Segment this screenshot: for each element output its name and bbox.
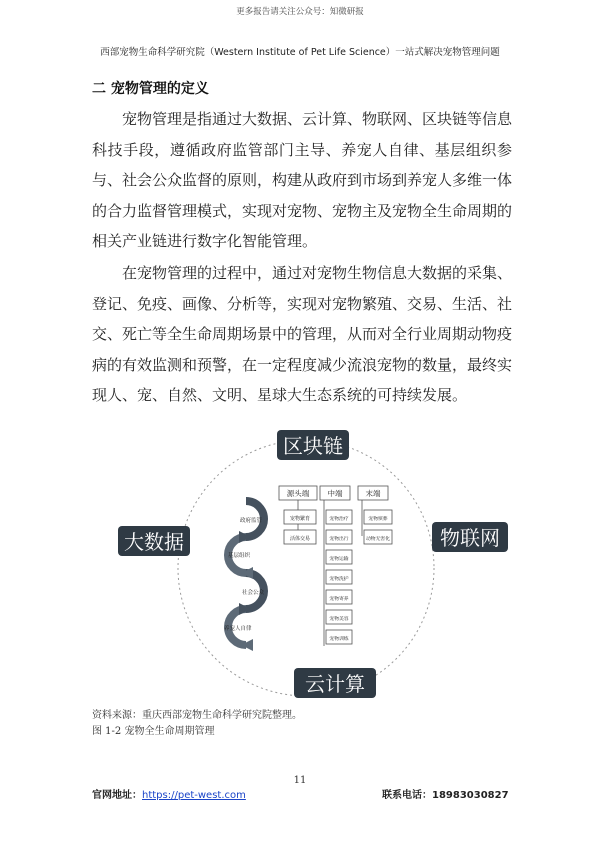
column-header-source: 源头端	[286, 489, 310, 498]
arrow-label-3: 社会公众	[242, 590, 265, 596]
website-label: 官网地址：	[92, 790, 142, 801]
website-link[interactable]: https://pet-west.com	[142, 790, 246, 801]
phone-number: 18983030827	[432, 790, 509, 801]
source-item-1: 宠物繁育	[289, 516, 311, 522]
source-note: 资料来源：重庆西部宠物生命科学研究院整理。	[92, 710, 302, 721]
section-heading: 二 宠物管理的定义	[92, 81, 209, 97]
paragraph-process: 在宠物管理的过程中，通过对宠物生物信息大数据的采集、登记、免疫、画像、分析等，实现对宠物繁殖、交易、生活、社交、死亡等全生命周期场景中的管理，从而对全行业周期动物疫病的有效监测和预警，在一定程度减少流浪宠物的数量，最终实现人、宠、自然、文明、星球大生态系统的可持续发展。	[92, 264, 513, 405]
source-item-2: 活体交易	[289, 536, 311, 542]
mid-item-7: 宠物训练	[329, 637, 349, 642]
footer-website	[92, 786, 246, 801]
arrow-label-2: 基层组织	[228, 553, 251, 559]
page-header: 西部宠物生命科学研究院（Western Institute of Pet Life Science）一站式解决宠物管理问题	[100, 47, 500, 58]
left-label: 大数据	[124, 530, 184, 554]
column-header-end: 末端	[365, 489, 381, 498]
footer-phone	[382, 786, 509, 801]
end-item-1: 宠物殡葬	[368, 517, 388, 522]
lifecycle-diagram	[96, 428, 516, 706]
page-number: 11	[293, 775, 307, 786]
paragraph-definition: 宠物管理是指通过大数据、云计算、物联网、区块链等信息科技手段，遵循政府监管部门主导、养宠人自律、基层组织参与、社会公众监督的原则，构建从政府到市场到养宠人多维一体的合力监督管理模式，实现对宠物、宠物主及宠物全生命周期的相关产业链进行数字化智能管理。	[92, 110, 513, 251]
top-label: 区块链	[283, 434, 343, 458]
right-label: 物联网	[440, 526, 500, 550]
end-item-2: 动物无害化	[366, 537, 390, 542]
mid-item-1: 宠物治疗	[329, 517, 349, 522]
top-note: 更多报告请关注公众号：知微研报	[236, 7, 364, 17]
column-header-mid: 中端	[327, 489, 343, 498]
mid-item-2: 宠物出行	[329, 537, 349, 542]
mid-item-6: 宠物美容	[329, 617, 349, 622]
figure-caption: 图 1-2 宠物全生命周期管理	[92, 726, 215, 737]
mid-item-5: 宠物寄养	[329, 597, 349, 602]
arrow-label-1: 政府监管	[240, 518, 263, 524]
outer-ring	[178, 440, 434, 696]
arrow-label-4: 养宠人自律	[224, 626, 252, 632]
bottom-label: 云计算	[305, 672, 365, 696]
phone-label: 联系电话：	[382, 790, 432, 801]
mid-item-4: 宠物洗护	[329, 577, 349, 582]
mid-item-3: 宠物运输	[329, 557, 349, 562]
value-chain-columns	[279, 486, 392, 646]
